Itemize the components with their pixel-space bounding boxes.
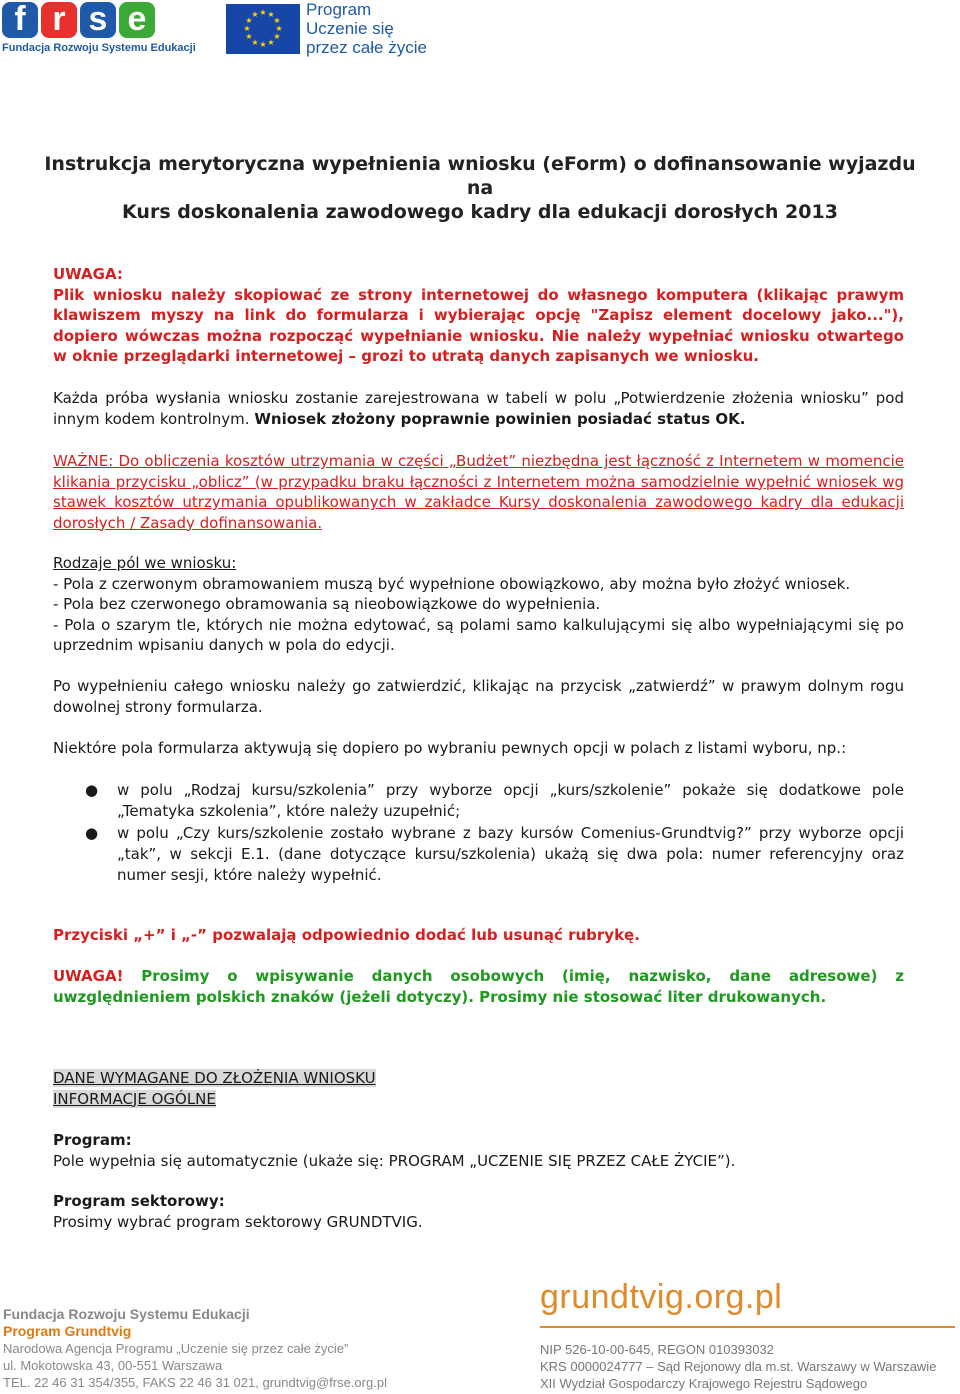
footer-court: XII Wydział Gospodarczy Krajowego Rejestru Sądowego	[540, 1376, 868, 1391]
footer-org: Fundacja Rozwoju Systemu Edukacji	[3, 1306, 250, 1322]
program-text: Pole wypełnia się automatycznie (ukaże się: PROGRAM „UCZENIE SIĘ PRZEZ CAŁE ŻYCIE”).	[53, 1151, 736, 1170]
llp-line: Uczenie się	[306, 19, 394, 38]
footer-krs: KRS 0000024777 – Sąd Rejonowy dla m.st. Warszawy w Warszawie	[540, 1359, 937, 1374]
footer-phone: TEL. 22 46 31 354/355, FAKS 22 46 31 021, grundtvig@frse.org.pl	[3, 1375, 387, 1390]
svg-text:★: ★	[245, 16, 253, 25]
frse-letter: r	[41, 2, 77, 38]
frse-letter: f	[2, 2, 38, 38]
uwaga-heading: UWAGA:	[53, 265, 123, 283]
footer-address: ul. Mokotowska 43, 00-551 Warszawa	[3, 1358, 223, 1373]
program-sektorowy-label: Program sektorowy:	[53, 1192, 225, 1210]
activation-note	[53, 738, 904, 759]
submission-text-1: Każda próba wysłania wniosku zostanie zarejestrowana w tabeli w polu „Potwierdzenie złożenia wniosku” pod innym kodem kontrolnym.	[53, 389, 904, 428]
grundtvig-url-logo: grundtvig.org.pl	[540, 1278, 783, 1316]
svg-text:★: ★	[267, 38, 275, 47]
llp-line: przez całe życie	[306, 38, 427, 57]
svg-text:★: ★	[259, 8, 267, 17]
wazne-text: WAŻNE: Do obliczenia kosztów utrzymania w części „Budżet” niezbędna jest łączność z Internetem w momencie klikania przycisku „oblicz” (w przypadku braku łączności z Internetem można samodzielnie wypełnić wniosek wg stawek kosztów utrzymania opublikowanych w zakładce Kursy doskonalenia zawodowego kadry dla edukacji dorosłych / Zasady dofinansowania.	[53, 452, 904, 532]
list-item-text: w polu „Czy kurs/szkolenie zostało wybrane z bazy kursów Comenius-Grundtvig?” przy wyborze opcji „tak”, w sekcji E.1. (dane dotyczące kursu/szkolenia) ukażą się dwa pola: numer referencyjny oraz numer sesji, które należy wypełnić.	[117, 824, 904, 884]
uwaga2-label: UWAGA!	[53, 967, 124, 985]
svg-text:★: ★	[267, 10, 275, 19]
field-types-heading: Rodzaje pól we wniosku:	[53, 554, 237, 572]
svg-text:★: ★	[243, 24, 251, 33]
program-block	[53, 1130, 904, 1171]
footer-agency: Narodowa Agencja Programu „Uczenie się przez całe życie”	[3, 1341, 349, 1356]
activation-text: Niektóre pola formularza aktywują się dopiero po wybraniu pewnych opcji w polach z listami wyboru, np.:	[53, 739, 847, 757]
footer-program: Program Grundtvig	[3, 1323, 132, 1339]
svg-text:★: ★	[273, 32, 281, 41]
svg-text:★: ★	[251, 10, 259, 19]
program-sektorowy-block	[53, 1191, 904, 1232]
frse-logo-letters	[2, 2, 162, 38]
bullet-icon: ●	[85, 824, 99, 842]
buttons-note	[53, 925, 904, 946]
svg-text:★: ★	[251, 38, 259, 47]
uwaga2-text: Prosimy o wpisywanie danych osobowych (imię, nazwisko, dane adresowe) z uwzględnieniem polskich znaków (jeżeli dotyczy). Prosimy nie stosować liter drukowanych.	[53, 967, 904, 1006]
field-types-block	[53, 553, 904, 656]
section-heading-line-1: DANE WYMAGANE DO ZŁOŻENIA WNIOSKU	[53, 1069, 376, 1087]
uwaga2-block	[53, 966, 904, 1007]
approve-note	[53, 676, 904, 717]
field-type-item: - Pola z czerwonym obramowaniem muszą być wypełnione obowiązkowo, aby można było złożyć wniosek.	[53, 574, 851, 593]
list-item	[85, 780, 904, 822]
list-item-text: w polu „Rodzaj kursu/szkolenia” przy wyborze opcji „kurs/szkolenie” pokaże się dodatkowe pole „Tematyka szkolenia”, które należy uzupełnić;	[117, 781, 904, 820]
list-item	[85, 823, 904, 886]
buttons-note-text: Przyciski „+” i „-” pozwalają odpowiednio dodać lub usunąć rubrykę.	[53, 926, 640, 944]
svg-text:★: ★	[273, 16, 281, 25]
eu-flag-icon	[226, 4, 300, 54]
title-line-2: Kurs doskonalenia zawodowego kadry dla edukacji dorosłych 2013	[122, 201, 838, 223]
footer-contact	[3, 1306, 387, 1391]
title-line-1: Instrukcja merytoryczna wypełnienia wniosku (eForm) o dofinansowanie wyjazdu na	[44, 153, 916, 199]
frse-letter: s	[80, 2, 116, 38]
field-type-item: - Pola bez czerwonego obramowania są nieobowiązkowe do wypełnienia.	[53, 595, 601, 613]
svg-text:★: ★	[275, 24, 283, 33]
footer-registration	[540, 1341, 936, 1392]
frse-logo	[2, 0, 196, 56]
uwaga-text-2: Nie należy wypełniać wniosku otwartego w oknie przeglądarki internetowej – grozi to utratą danych zapisanych we wniosku.	[53, 326, 904, 365]
svg-text:★: ★	[245, 32, 253, 41]
bullet-icon: ●	[85, 781, 99, 799]
frse-logo-subtitle: Fundacja Rozwoju Systemu Edukacji	[2, 42, 196, 54]
footer-nip: NIP 526-10-00-645, REGON 010393032	[540, 1342, 774, 1357]
submission-status-text: Wniosek złożony poprawnie powinien posiadać status OK.	[254, 409, 746, 428]
llp-line: Program	[306, 0, 372, 19]
program-label: Program:	[53, 1131, 132, 1149]
uwaga-text-1: Plik wniosku należy skopiować ze strony internetowej do własnego komputera (klikając prawym klawiszem myszy na link do formularza i wybierając opcję "Zapisz element docelowy jako..."), dopiero wówczas można rozpocząć wypełnianie wniosku.	[53, 285, 904, 345]
section-heading-line-2: INFORMACJE OGÓLNE	[53, 1089, 216, 1108]
approve-text: Po wypełnieniu całego wniosku należy go zatwierdzić, klikając na przycisk „zatwierdź” w prawym dolnym rogu dowolnej strony formularza.	[53, 677, 904, 716]
uwaga-block	[53, 264, 904, 367]
svg-text:★: ★	[259, 40, 267, 49]
field-type-item: - Pola o szarym tle, których nie można edytować, są polami samo kalkulującymi się albo wypełniającymi się po uprzednim wpisaniu danych w pola do edycji.	[53, 615, 904, 654]
llp-program-logo-text	[306, 0, 427, 57]
footer-divider	[540, 1326, 955, 1328]
program-sektorowy-text: Prosimy wybrać program sektorowy GRUNDTVIG.	[53, 1212, 423, 1231]
submission-note	[53, 388, 904, 429]
activation-bullet-list	[85, 780, 904, 887]
section-heading	[53, 1068, 376, 1109]
frse-letter: e	[119, 2, 155, 38]
document-title	[40, 152, 920, 224]
wazne-block	[53, 451, 904, 533]
